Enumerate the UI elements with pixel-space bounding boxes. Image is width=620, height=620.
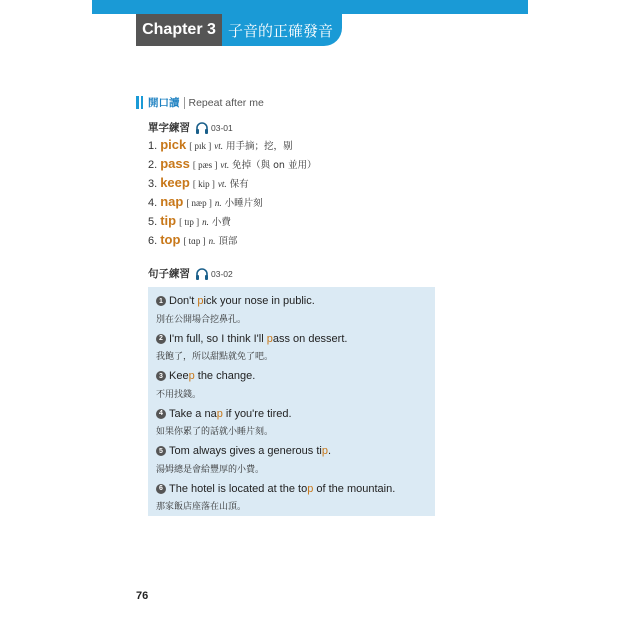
sentence-item-6	[156, 480, 395, 518]
sentences-track-number: 03-02	[211, 268, 233, 279]
vocab-word: keep	[160, 175, 190, 190]
sentence-item-5	[156, 442, 395, 480]
sentence-text-pre: The hotel is located at the to	[169, 482, 308, 495]
sentence-highlight: p	[197, 295, 204, 307]
word-number: 1.	[148, 140, 158, 152]
phonetic: [ næp ]	[186, 198, 212, 208]
words-track-number: 03-01	[211, 122, 233, 133]
word-list	[148, 137, 316, 251]
sentence-item-1	[156, 292, 395, 330]
section-marker	[136, 96, 139, 109]
word-meaning: 免掉（與 on 並用）	[232, 160, 317, 171]
sentence-english	[156, 292, 395, 310]
sentence-number: 4	[156, 409, 166, 419]
sentence-chinese: 別在公開場合挖鼻孔。	[156, 314, 247, 325]
sentence-text-post: of the mountain.	[313, 482, 396, 495]
sentence-item-3	[156, 367, 395, 405]
sentences-heading-label: 句子練習	[148, 268, 190, 280]
sentence-chinese: 不用找錢。	[156, 389, 202, 400]
page-number: 76	[136, 590, 149, 602]
sentence-text-post: .	[327, 445, 332, 457]
word-meaning: 小費	[211, 217, 231, 228]
sentence-text-pre: Kee	[169, 370, 189, 382]
chapter-title: 子音的正確發音	[228, 21, 334, 40]
word-meaning: 頂部	[218, 236, 238, 247]
part-of-speech: vt.	[220, 160, 230, 170]
sentence-chinese: 湯姆總是會給豐厚的小費。	[156, 464, 265, 475]
sentence-english	[156, 367, 395, 385]
sentence-number: 2	[156, 334, 166, 344]
sentence-item-2	[156, 330, 395, 368]
phonetic: [ pæs ]	[192, 160, 218, 170]
word-meaning: 用手摘；挖，剔	[225, 141, 293, 152]
sentence-number: 6	[156, 484, 166, 494]
part-of-speech: n.	[202, 217, 209, 227]
word-row-1	[148, 137, 316, 156]
sentence-highlight: p	[321, 445, 328, 457]
word-number: 5.	[148, 216, 158, 228]
part-of-speech: vt.	[214, 141, 223, 151]
sentence-highlight: p	[216, 407, 223, 420]
sentence-highlight: p	[266, 332, 273, 345]
word-number: 6.	[148, 235, 158, 247]
phonetic: [ pɪk ]	[189, 141, 212, 151]
section-heading	[136, 95, 264, 110]
sentence-text-pre: Don't	[169, 295, 198, 307]
word-row-3	[148, 175, 316, 194]
sentences-heading	[148, 266, 233, 281]
sentence-text-post: ass on dessert.	[272, 332, 348, 345]
word-number: 4.	[148, 197, 158, 209]
section-divider	[184, 97, 185, 109]
sentence-english	[156, 330, 395, 348]
sentence-item-4	[156, 405, 395, 443]
vocab-word: top	[160, 232, 181, 247]
sentence-english	[156, 442, 395, 460]
sentence-chinese: 那家飯店座落在山頂。	[156, 502, 247, 512]
sentence-chinese: 如果你累了的話就小睡片刻。	[156, 427, 274, 437]
headphone-icon[interactable]	[195, 122, 209, 134]
sentence-highlight: p	[188, 370, 195, 382]
sentence-text-post: the change.	[194, 370, 256, 382]
sentence-english	[156, 405, 395, 423]
sentence-text-pre: Tom always gives a generous ti	[169, 445, 322, 457]
word-row-4	[148, 194, 316, 213]
sentence-number: 5	[156, 446, 166, 456]
word-row-5	[148, 213, 316, 232]
section-title-cn: 開口讀	[148, 97, 180, 109]
vocab-word: pick	[160, 137, 187, 152]
words-heading-label: 單字練習	[148, 122, 190, 134]
sentence-text-post: if you're tired.	[222, 407, 292, 420]
sentence-chinese: 我飽了，所以甜點就免了吧。	[156, 352, 274, 362]
word-number: 2.	[148, 159, 158, 171]
vocab-word: pass	[160, 156, 190, 171]
word-row-6	[148, 232, 316, 251]
section-marker-thin	[141, 96, 143, 109]
sentence-text-pre: Take a na	[169, 407, 217, 420]
part-of-speech: n.	[208, 236, 216, 246]
vocab-word: nap	[160, 194, 184, 209]
sentence-english	[156, 480, 395, 498]
part-of-speech: n.	[214, 198, 222, 208]
phonetic: [ tɑp ]	[183, 236, 206, 246]
sentence-text-post: ick your nose in public.	[203, 295, 315, 307]
sentence-number: 3	[156, 371, 166, 381]
sentence-list	[156, 292, 395, 517]
phonetic: [ tɪp ]	[179, 217, 200, 227]
section-title-en: Repeat after me	[188, 96, 264, 109]
headphone-icon[interactable]	[195, 268, 209, 280]
sentence-highlight: p	[307, 482, 314, 495]
word-number: 3.	[148, 178, 158, 190]
header-bar	[92, 0, 528, 14]
sentence-text-pre: I'm full, so I think I'll	[169, 332, 267, 345]
chapter-label: Chapter 3	[136, 14, 222, 46]
vocab-word: tip	[160, 213, 177, 228]
words-heading	[148, 120, 233, 135]
word-meaning: 小睡片刻	[224, 198, 263, 209]
phonetic: [ kip ]	[192, 179, 215, 189]
part-of-speech: vt.	[217, 179, 227, 189]
word-meaning: 保有	[229, 179, 249, 190]
word-row-2	[148, 156, 316, 175]
sentence-number: 1	[156, 296, 166, 306]
